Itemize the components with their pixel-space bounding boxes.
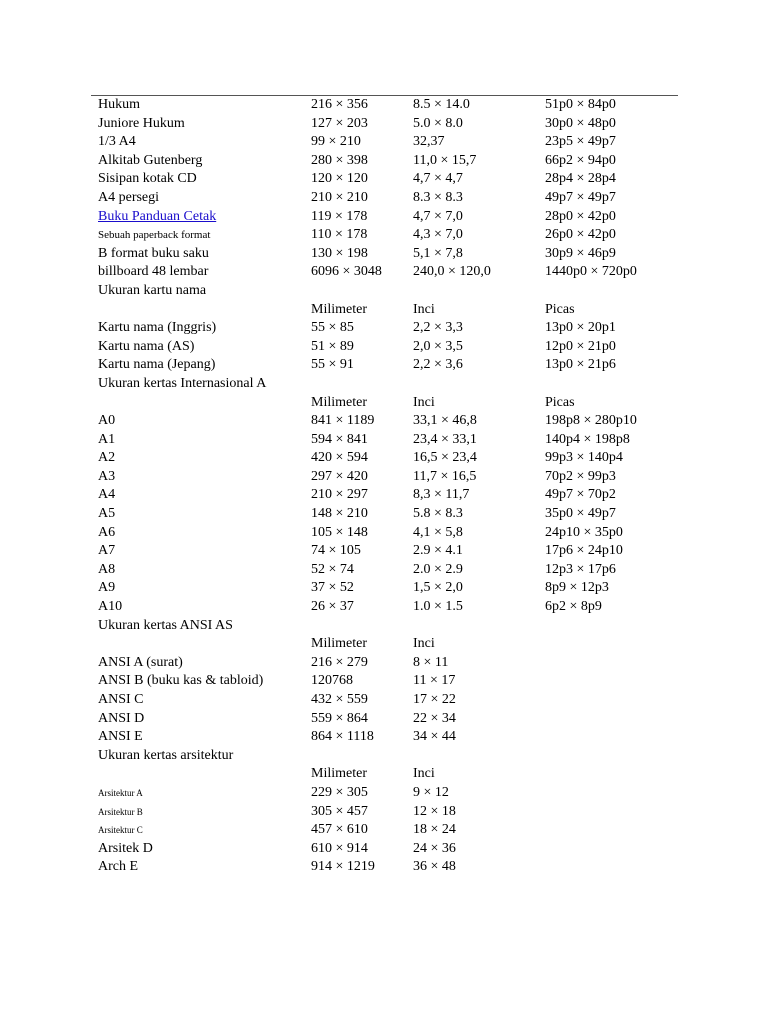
table-cell: 11 × 17 bbox=[413, 673, 456, 689]
table-cell: Milimeter bbox=[311, 636, 367, 652]
table-cell: 140p4 × 198p8 bbox=[545, 431, 630, 447]
table-row bbox=[98, 356, 678, 375]
table-cell: 34 × 44 bbox=[413, 729, 456, 745]
table-cell: 11,0 × 15,7 bbox=[413, 152, 477, 168]
row-label: ANSI D bbox=[98, 710, 145, 726]
row-label: 1/3 A4 bbox=[98, 134, 136, 150]
table-cell: 13p0 × 20p1 bbox=[545, 320, 616, 336]
table-cell: 12 × 18 bbox=[413, 803, 456, 819]
table-cell: 420 × 594 bbox=[311, 450, 368, 466]
table-cell: 610 × 914 bbox=[311, 840, 368, 856]
table-cell: 4,7 × 4,7 bbox=[413, 171, 463, 187]
table-cell: 17 × 22 bbox=[413, 692, 456, 707]
row-label: A1 bbox=[98, 431, 116, 447]
row-label: Arsitektur C bbox=[98, 825, 143, 836]
row-label: ANSI B (buku kas & tabloid) bbox=[98, 673, 264, 689]
table-cell: 305 × 457 bbox=[311, 803, 368, 819]
table-cell: 216 × 356 bbox=[311, 97, 368, 112]
table-cell: 51p0 × 84p0 bbox=[545, 97, 616, 112]
table-cell: 130 × 198 bbox=[311, 245, 368, 261]
table-row bbox=[98, 189, 678, 208]
table-row bbox=[98, 821, 678, 840]
table-cell: 148 × 210 bbox=[311, 506, 368, 522]
table-row bbox=[98, 561, 678, 580]
row-label: A8 bbox=[98, 561, 116, 577]
table-cell: 51 × 89 bbox=[311, 338, 354, 354]
table-cell: 2,0 × 3,5 bbox=[413, 338, 463, 354]
row-label: Ukuran kertas arsitektur bbox=[98, 747, 234, 763]
table-cell: Milimeter bbox=[311, 394, 367, 410]
table-cell: 12p0 × 21p0 bbox=[545, 338, 616, 354]
table-cell: 8,3 × 11,7 bbox=[413, 487, 470, 503]
table-row bbox=[98, 301, 678, 320]
table-cell: 4,3 × 7,0 bbox=[413, 227, 463, 243]
table-cell: 914 × 1219 bbox=[311, 859, 375, 875]
row-label: Kartu nama (Inggris) bbox=[98, 320, 217, 336]
table-row bbox=[98, 505, 678, 524]
table-cell: 198p8 × 280p10 bbox=[545, 413, 637, 429]
table-row bbox=[98, 338, 678, 357]
table-row bbox=[98, 617, 678, 636]
row-label: B format buku saku bbox=[98, 245, 209, 261]
table-cell: 280 × 398 bbox=[311, 152, 368, 168]
table-cell: 2,2 × 3,3 bbox=[413, 320, 463, 336]
table-row bbox=[98, 152, 678, 171]
table-cell: 2,2 × 3,6 bbox=[413, 357, 463, 373]
row-label: Kartu nama (AS) bbox=[98, 338, 195, 354]
table-cell: 66p2 × 94p0 bbox=[545, 152, 616, 168]
table-cell: 229 × 305 bbox=[311, 784, 368, 800]
table-row bbox=[98, 226, 678, 245]
table-row bbox=[98, 654, 678, 673]
row-label: A4 persegi bbox=[98, 189, 160, 205]
table-cell: 28p4 × 28p4 bbox=[545, 171, 616, 187]
table-row bbox=[98, 710, 678, 729]
table-row bbox=[98, 282, 678, 301]
table-cell: 26 × 37 bbox=[311, 599, 354, 615]
table-cell: Picas bbox=[545, 301, 575, 317]
table-cell: 1440p0 × 720p0 bbox=[545, 264, 637, 280]
row-label: Ukuran kertas Internasional A bbox=[98, 375, 267, 391]
table-row bbox=[98, 208, 678, 227]
table-row bbox=[98, 431, 678, 450]
table-row bbox=[98, 245, 678, 264]
table-row bbox=[98, 412, 678, 431]
table-cell: 6096 × 3048 bbox=[311, 264, 382, 280]
table-cell: 70p2 × 99p3 bbox=[545, 468, 616, 484]
table-row bbox=[98, 133, 678, 152]
row-label: Arsitektur A bbox=[98, 787, 143, 798]
table-cell: 99p3 × 140p4 bbox=[545, 450, 623, 466]
row-label: Kartu nama (Jepang) bbox=[98, 357, 216, 373]
table-cell: 74 × 105 bbox=[311, 543, 361, 559]
table-cell: Inci bbox=[413, 636, 435, 652]
table-cell: 9 × 12 bbox=[413, 784, 449, 800]
table-row bbox=[98, 96, 678, 115]
row-label: ANSI E bbox=[98, 729, 143, 745]
table-row bbox=[98, 784, 678, 803]
table-row bbox=[98, 672, 678, 691]
paper-size-table bbox=[98, 96, 678, 877]
table-cell: 8.3 × 8.3 bbox=[413, 189, 463, 205]
table-cell: 35p0 × 49p7 bbox=[545, 506, 616, 522]
table-cell: 210 × 210 bbox=[311, 189, 368, 205]
row-label: A6 bbox=[98, 524, 116, 540]
table-cell: 12p3 × 17p6 bbox=[545, 561, 616, 577]
table-row bbox=[98, 728, 678, 747]
table-cell: Inci bbox=[413, 766, 435, 782]
row-label: A3 bbox=[98, 468, 116, 484]
table-row bbox=[98, 579, 678, 598]
row-label: A7 bbox=[98, 543, 116, 559]
table-cell: 841 × 1189 bbox=[311, 413, 375, 429]
row-label: A0 bbox=[98, 413, 116, 429]
table-cell: 4,7 × 7,0 bbox=[413, 208, 463, 224]
table-cell: 105 × 148 bbox=[311, 524, 368, 540]
row-label: Juniore Hukum bbox=[98, 115, 185, 131]
row-label: Arsitektur B bbox=[98, 806, 143, 817]
table-row bbox=[98, 691, 678, 710]
table-row bbox=[98, 803, 678, 822]
row-label: Ukuran kartu nama bbox=[98, 282, 207, 298]
table-cell: 99 × 210 bbox=[311, 134, 361, 150]
table-cell: 49p7 × 49p7 bbox=[545, 189, 616, 205]
table-row bbox=[98, 765, 678, 784]
table-cell: 24 × 36 bbox=[413, 840, 456, 856]
table-cell: 8p9 × 12p3 bbox=[545, 580, 609, 596]
table-cell: 23p5 × 49p7 bbox=[545, 134, 616, 150]
row-label: Arsitek D bbox=[98, 840, 153, 856]
table-cell: 120 × 120 bbox=[311, 171, 368, 187]
table-cell: 594 × 841 bbox=[311, 431, 368, 447]
table-cell: 17p6 × 24p10 bbox=[545, 543, 623, 559]
table-cell: 30p9 × 46p9 bbox=[545, 245, 616, 261]
table-cell: 55 × 91 bbox=[311, 357, 354, 373]
table-cell: 120768 bbox=[311, 673, 353, 689]
table-cell: 8 × 11 bbox=[413, 654, 449, 670]
table-cell: 52 × 74 bbox=[311, 561, 354, 577]
table-cell: 210 × 297 bbox=[311, 487, 368, 503]
table-cell: 559 × 864 bbox=[311, 710, 368, 726]
table-cell: Milimeter bbox=[311, 766, 367, 782]
row-label: ANSI A (surat) bbox=[98, 654, 183, 670]
table-row bbox=[98, 542, 678, 561]
table-cell: 24p10 × 35p0 bbox=[545, 524, 623, 540]
table-cell: 5,1 × 7,8 bbox=[413, 245, 463, 261]
row-label: Alkitab Gutenberg bbox=[98, 152, 203, 168]
table-row bbox=[98, 263, 678, 282]
table-cell: 4,1 × 5,8 bbox=[413, 524, 463, 540]
table-cell: 49p7 × 70p2 bbox=[545, 487, 616, 503]
table-cell: 23,4 × 33,1 bbox=[413, 431, 477, 447]
table-cell: 432 × 559 bbox=[311, 692, 368, 707]
table-cell: Inci bbox=[413, 301, 435, 317]
table-row bbox=[98, 375, 678, 394]
print-guide-link[interactable]: Buku Panduan Cetak bbox=[98, 208, 217, 224]
table-cell: 1.0 × 1.5 bbox=[413, 599, 463, 615]
row-label: Sebuah paperback format bbox=[98, 229, 211, 242]
row-label: Ukuran kertas ANSI AS bbox=[98, 617, 233, 633]
table-row bbox=[98, 468, 678, 487]
row-label: billboard 48 lembar bbox=[98, 264, 209, 280]
table-cell: 26p0 × 42p0 bbox=[545, 227, 616, 243]
table-cell: 16,5 × 23,4 bbox=[413, 450, 477, 466]
table-cell: 216 × 279 bbox=[311, 654, 368, 670]
row-label: ANSI C bbox=[98, 692, 144, 707]
table-cell: 297 × 420 bbox=[311, 468, 368, 484]
row-label: Hukum bbox=[98, 97, 140, 112]
row-label: A5 bbox=[98, 506, 116, 522]
table-row bbox=[98, 747, 678, 766]
row-label: A10 bbox=[98, 599, 123, 615]
table-cell: Inci bbox=[413, 394, 435, 410]
table-cell: 127 × 203 bbox=[311, 115, 368, 131]
row-label: A2 bbox=[98, 450, 116, 466]
table-cell: 119 × 178 bbox=[311, 208, 368, 224]
table-cell: 37 × 52 bbox=[311, 580, 354, 596]
table-cell: 2.0 × 2.9 bbox=[413, 561, 463, 577]
table-row bbox=[98, 635, 678, 654]
table-row bbox=[98, 486, 678, 505]
table-row bbox=[98, 170, 678, 189]
table-cell: 864 × 1118 bbox=[311, 729, 374, 745]
table-cell: 13p0 × 21p6 bbox=[545, 357, 616, 373]
table-row bbox=[98, 524, 678, 543]
table-cell: 5.0 × 8.0 bbox=[413, 115, 463, 131]
row-label: A4 bbox=[98, 487, 116, 503]
table-cell: 18 × 24 bbox=[413, 822, 456, 838]
table-cell: 240,0 × 120,0 bbox=[413, 264, 491, 280]
table-row bbox=[98, 394, 678, 413]
table-cell: 11,7 × 16,5 bbox=[413, 468, 477, 484]
table-row bbox=[98, 319, 678, 338]
table-row bbox=[98, 449, 678, 468]
table-row bbox=[98, 858, 678, 877]
table-cell: 30p0 × 48p0 bbox=[545, 115, 616, 131]
row-label: Arch E bbox=[98, 859, 139, 875]
table-cell: 33,1 × 46,8 bbox=[413, 413, 477, 429]
table-row bbox=[98, 598, 678, 617]
table-cell: 1,5 × 2,0 bbox=[413, 580, 463, 596]
row-label: Sisipan kotak CD bbox=[98, 171, 197, 187]
table-row bbox=[98, 840, 678, 859]
table-cell: 5.8 × 8.3 bbox=[413, 506, 463, 522]
table-cell: Picas bbox=[545, 394, 575, 410]
table-cell: Milimeter bbox=[311, 301, 367, 317]
table-cell: 36 × 48 bbox=[413, 859, 456, 875]
row-label: A9 bbox=[98, 580, 116, 596]
table-cell: 8.5 × 14.0 bbox=[413, 97, 470, 112]
table-row bbox=[98, 115, 678, 134]
table-cell: 32,37 bbox=[413, 134, 445, 150]
table-cell: 6p2 × 8p9 bbox=[545, 599, 602, 615]
table-cell: 457 × 610 bbox=[311, 822, 368, 838]
table-cell: 28p0 × 42p0 bbox=[545, 208, 616, 224]
table-cell: 110 × 178 bbox=[311, 227, 368, 243]
table-cell: 2.9 × 4.1 bbox=[413, 543, 463, 559]
table-cell: 55 × 85 bbox=[311, 320, 354, 336]
table-cell: 22 × 34 bbox=[413, 710, 456, 726]
